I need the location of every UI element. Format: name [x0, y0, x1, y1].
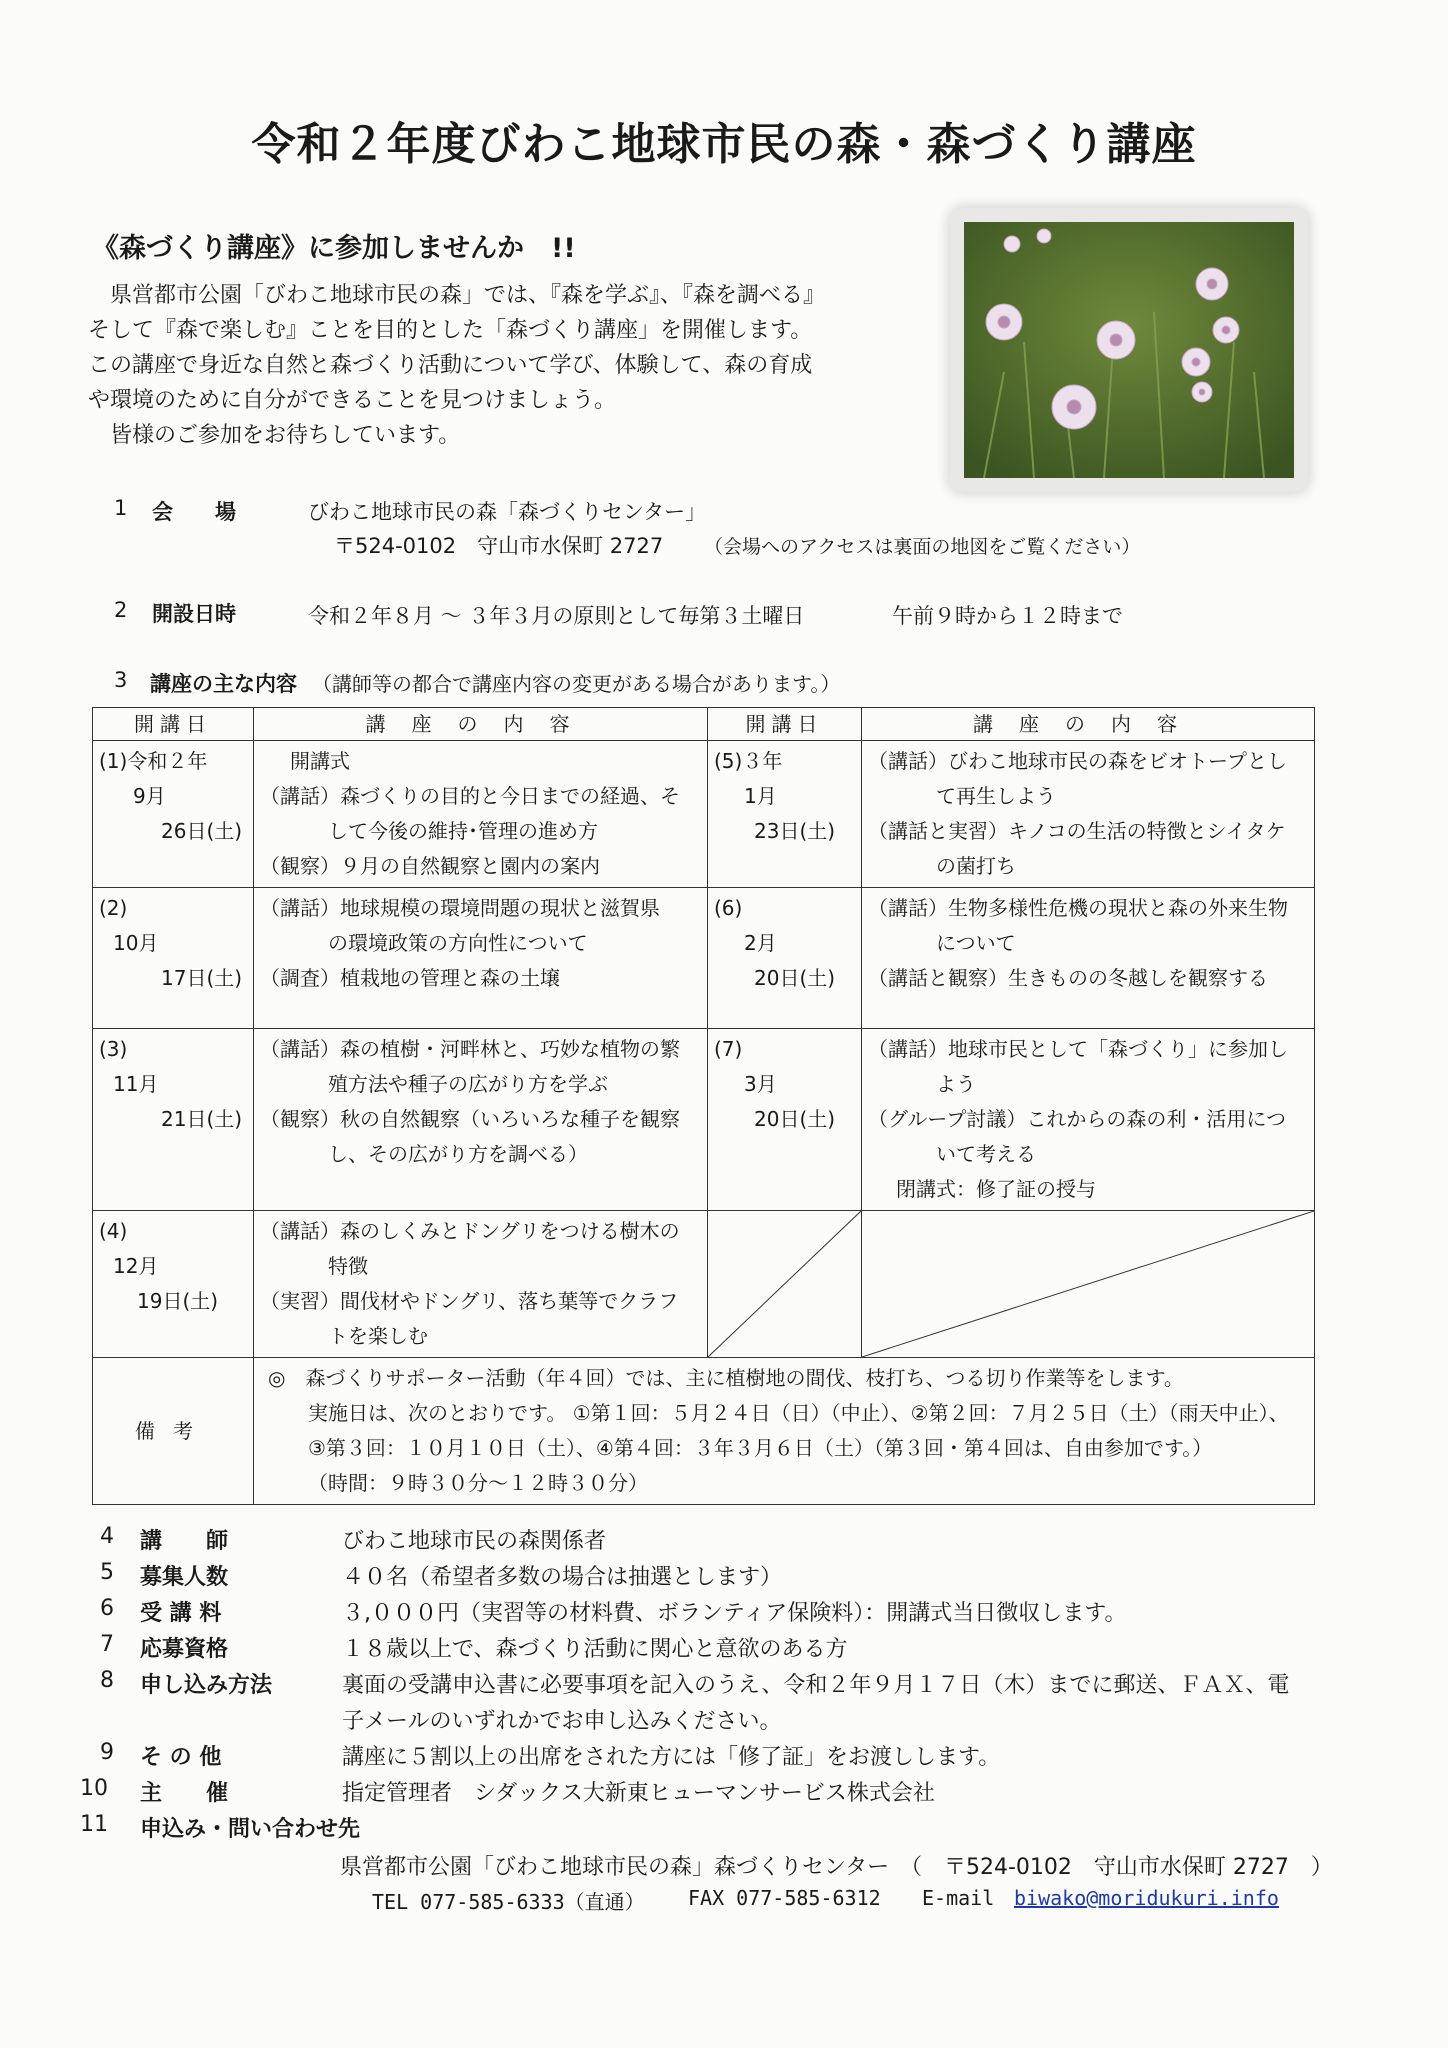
item-text: 地球市民として「森づくり」に参加し	[948, 1037, 1288, 1061]
item-tag: （講話）	[260, 1037, 340, 1061]
remarks-content	[254, 1358, 1315, 1505]
session-day: 23日(土)	[754, 819, 836, 843]
item-cont: 特徴	[328, 1254, 368, 1278]
detail-value: 講座に５割以上の出席をされた方には「修了証」をお渡しします。	[342, 1745, 1001, 1770]
session-item	[868, 1032, 1308, 1067]
session-no: (5)	[714, 749, 743, 773]
item-tag: （講話）	[868, 749, 948, 773]
item-text: 地球規模の環境問題の現状と滋賀県	[340, 896, 660, 920]
session-content	[862, 741, 1315, 888]
item-text: 森の植樹・河畔林と、巧妙な植物の繁	[340, 1037, 680, 1061]
item-cont: トを楽しむ	[328, 1324, 428, 1348]
session-date	[93, 1211, 254, 1358]
header-content: 講座の内容	[254, 708, 708, 741]
item-tag: （観察）	[260, 1107, 340, 1131]
detail-num: 6	[100, 1596, 114, 1621]
item-text: 植栽地の管理と森の土壌	[340, 966, 560, 990]
venue-label: 会 場	[152, 500, 236, 524]
detail-label: そ の 他	[140, 1745, 222, 1770]
detail-num: 7	[100, 1632, 114, 1657]
session-item: 開講式	[290, 749, 350, 773]
detail-label: 応募資格	[140, 1637, 229, 1662]
detail-value-cont: 子メールのいずれかでお申し込みください。	[342, 1709, 782, 1734]
table-row	[93, 741, 1315, 888]
session-no: (4)	[99, 1219, 128, 1243]
session-month: 1月	[744, 784, 777, 808]
session-item	[868, 814, 1308, 849]
detail-value: ３,０００円（実習等の材料費、ボランティア保険料）：開講式当日徴収します。	[342, 1601, 1127, 1626]
diagonal-line	[708, 1211, 861, 1357]
item-tag: （実習）	[260, 1289, 340, 1313]
intro-line: や環境のために自分ができることを見つけましょう。	[88, 388, 617, 413]
item-text: びわこ地球市民の森をビオトープとし	[948, 749, 1287, 773]
contact-tel: TEL 077-585-6333（直通）	[372, 1890, 645, 1914]
remarks-line: （時間：９時３０分～１２時３０分）	[308, 1471, 648, 1495]
item-tag: （調査）	[260, 966, 340, 990]
session-content	[254, 888, 708, 1029]
session-month: 3月	[744, 1072, 777, 1096]
item-cont: て再生しよう	[936, 784, 1056, 808]
detail-label: 申し込み方法	[140, 1673, 273, 1698]
session-day: 17日(土)	[161, 966, 243, 990]
session-month: 12月	[113, 1254, 159, 1278]
session-date	[93, 1029, 254, 1211]
item-tag: （講話）	[868, 896, 948, 920]
session-date	[93, 888, 254, 1029]
session-item	[868, 891, 1308, 926]
intro-line: 県営都市公園「びわこ地球市民の森」では、『森を学ぶ』、『森を調べる』	[110, 283, 826, 308]
venue-num: 1	[114, 496, 128, 520]
item-tag: （観察）	[260, 854, 340, 878]
intro-paragraph	[88, 278, 948, 453]
session-no: (3)	[99, 1037, 128, 1061]
session-month: 10月	[113, 931, 159, 955]
item-text: ９月の自然観察と園内の案内	[340, 854, 600, 878]
contact-fax: FAX 077-585-6312	[688, 1886, 881, 1910]
session-item	[868, 961, 1308, 996]
session-no: (7)	[714, 1037, 743, 1061]
detail-label: 申込み・問い合わせ先	[140, 1817, 361, 1842]
session-date	[708, 741, 862, 888]
item-tag: （講話）	[260, 896, 340, 920]
session-day: 19日(土)	[137, 1289, 219, 1313]
session-date	[708, 888, 862, 1029]
remarks-line: ◎ 森づくりサポーター活動（年４回）では、主に植樹地の間伐、枝打ち、つる切り作業等をします。	[268, 1366, 1184, 1390]
remarks-label: 備考	[93, 1358, 254, 1505]
dates-num: 2	[114, 598, 128, 622]
session-item	[260, 1214, 701, 1249]
item-text: 生きものの冬越しを観察する	[1008, 966, 1268, 990]
item-cont: の環境政策の方向性について	[328, 931, 588, 955]
session-item	[260, 891, 701, 926]
venue-address: 〒524-0102 守山市水保町 2727	[334, 534, 664, 558]
detail-num: 10	[80, 1776, 108, 1801]
header-date: 開講日	[708, 708, 862, 741]
session-content	[862, 1029, 1315, 1211]
remarks-line: ③第３回：１０月１０日（土）、④第４回：３年３月６日（土）（第３回・第４回は、自由参加です。）	[308, 1436, 1213, 1460]
header-content: 講座の内容	[862, 708, 1315, 741]
item-text: 秋の自然観察（いろいろな種子を観察	[340, 1107, 680, 1131]
item-cont: して今後の維持･管理の進め方	[328, 819, 598, 843]
item-text: キノコの生活の特徴とシイタケ	[1008, 819, 1286, 843]
empty-cell	[862, 1211, 1315, 1358]
item-tag: （講話）	[260, 784, 340, 808]
detail-num: 9	[100, 1740, 114, 1765]
session-no: (1)	[99, 749, 128, 773]
detail-num: 4	[100, 1524, 114, 1549]
contact-email-label: E-mail	[922, 1886, 995, 1910]
detail-value: 指定管理者 シダックス大新東ヒューマンサービス株式会社	[342, 1781, 935, 1806]
session-content	[254, 1029, 708, 1211]
session-item	[260, 849, 701, 884]
header-date: 開講日	[93, 708, 254, 741]
detail-num: 5	[100, 1560, 114, 1585]
table-row	[93, 1029, 1315, 1211]
session-day: 20日(土)	[754, 1107, 836, 1131]
detail-label: 主 催	[140, 1781, 229, 1806]
dates-label: 開設日時	[152, 602, 236, 626]
session-month: 2月	[744, 931, 777, 955]
session-date	[93, 741, 254, 888]
intro-line: そして『森で楽しむ』ことを目的とした「森づくり講座」を開催します。	[88, 318, 813, 343]
contact-org: 県営都市公園「びわこ地球市民の森」森づくりセンター	[340, 1855, 890, 1880]
detail-value: びわこ地球市民の森関係者	[342, 1529, 607, 1554]
session-day: 20日(土)	[754, 966, 836, 990]
item-cont: よう	[936, 1072, 976, 1096]
diagonal-line	[862, 1211, 1314, 1357]
dates-value: 令和２年８月 ～ ３年３月の原則として毎第３土曜日	[308, 604, 805, 628]
item-cont: 殖方法や種子の広がり方を学ぶ	[328, 1072, 608, 1096]
schedule-table	[92, 707, 1315, 1505]
item-tag: （グループ討議）	[868, 1107, 1027, 1131]
session-day: 26日(土)	[161, 819, 243, 843]
session-era: 令和２年	[127, 749, 208, 773]
item-text: 生物多様性危機の現状と森の外来生物	[948, 896, 1288, 920]
flower-photo	[950, 208, 1308, 492]
table-row	[93, 888, 1315, 1029]
content-note: （講師等の都合で講座内容の変更がある場合があります。）	[312, 672, 841, 696]
contact-address: （ 〒524-0102 守山市水保町 2727 ）	[900, 1855, 1333, 1880]
item-tag: （講話と観察）	[868, 966, 1008, 990]
item-cont: し、その広がり方を調べる）	[328, 1142, 588, 1166]
item-text: これからの森の利・活用につ	[1026, 1107, 1287, 1131]
remarks-row	[93, 1358, 1315, 1505]
session-item	[260, 961, 701, 996]
table-header-row	[93, 708, 1315, 741]
session-item	[868, 1102, 1308, 1137]
item-tag: （講話）	[260, 1219, 340, 1243]
content-num: 3	[114, 668, 128, 692]
empty-cell	[708, 1211, 862, 1358]
venue-access-note: （会場へのアクセスは裏面の地図をご覧ください）	[704, 536, 1141, 558]
item-text: 間伐材やドングリ、落ち葉等でクラフ	[340, 1289, 679, 1313]
item-text: 森のしくみとドングリをつける樹木の	[340, 1219, 680, 1243]
session-item	[868, 744, 1308, 779]
session-item	[260, 779, 701, 814]
detail-value: １８歳以上で、森づくり活動に関心と意欲のある方	[342, 1637, 848, 1662]
page-title: 令和２年度びわこ地球市民の森・森づくり講座	[251, 119, 1197, 170]
session-day: 21日(土)	[161, 1107, 243, 1131]
session-item: 閉講式：修了証の授与	[896, 1177, 1096, 1201]
item-cont: いて考える	[936, 1142, 1036, 1166]
content-label: 講座の主な内容	[150, 672, 297, 696]
remarks-line: 実施日は、次のとおりです。 ①第１回：５月２４日（日）（中止）、②第２回：７月２５日（土）（雨天中止）、	[308, 1401, 1289, 1425]
detail-label: 講 師	[140, 1529, 229, 1554]
session-content	[862, 888, 1315, 1029]
detail-num: 8	[100, 1668, 114, 1693]
dates-time: 午前９時から１２時まで	[892, 604, 1123, 628]
detail-value: ４０名（希望者多数の場合は抽選とします）	[342, 1565, 783, 1590]
venue-name: びわこ地球市民の森「森づくりセンター」	[308, 500, 707, 524]
detail-value: 裏面の受講申込書に必要事項を記入のうえ、令和２年９月１７日（木）までに郵送、ＦＡＸ、電	[342, 1673, 1290, 1698]
session-date	[708, 1029, 862, 1211]
detail-num: 11	[80, 1812, 108, 1837]
session-content	[254, 741, 708, 888]
session-item	[260, 1284, 701, 1319]
intro-line: この講座で身近な自然と森づくり活動について学び、体験して、森の育成	[88, 353, 813, 378]
invite-heading: 《森づくり講座》に参加しませんか !!	[92, 233, 576, 264]
session-month: 11月	[113, 1072, 159, 1096]
item-cont: の菌打ち	[936, 854, 1016, 878]
pink-flowers-image	[964, 222, 1294, 478]
contact-email-link[interactable]: biwako@moridukuri.info	[1014, 1886, 1279, 1910]
item-cont: について	[936, 931, 1016, 955]
intro-line: 皆様のご参加をお待ちしています。	[110, 423, 461, 448]
table-row	[93, 1211, 1315, 1358]
item-tag: （講話と実習）	[868, 819, 1008, 843]
session-item	[260, 1032, 701, 1067]
session-no: (2)	[99, 896, 128, 920]
detail-label: 受 講 料	[140, 1601, 222, 1626]
session-item	[260, 1102, 701, 1137]
item-tag: （講話）	[868, 1037, 948, 1061]
item-text: 森づくりの目的と今日までの経過、そ	[340, 784, 680, 808]
session-no: (6)	[714, 896, 743, 920]
session-content	[254, 1211, 708, 1358]
session-era: ３年	[742, 749, 783, 773]
session-month: 9月	[133, 784, 166, 808]
detail-label: 募集人数	[140, 1565, 229, 1590]
